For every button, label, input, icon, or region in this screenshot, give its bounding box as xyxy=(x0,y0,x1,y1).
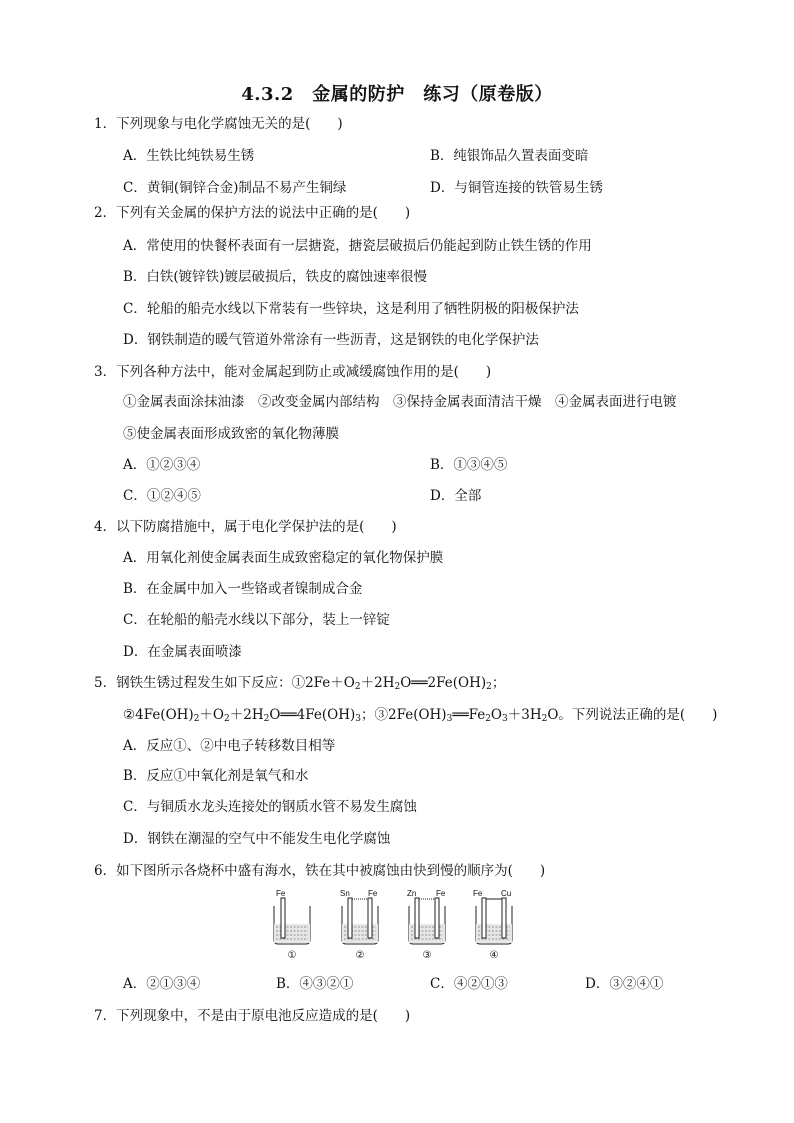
q6-option-d: D．③②④① xyxy=(585,976,664,992)
beaker-1 xyxy=(274,898,310,944)
number-4: ④ xyxy=(489,950,499,960)
label-fe-2: Fe xyxy=(368,889,378,898)
beaker-2 xyxy=(342,898,378,944)
question-7-stem: 7．下列现象中，不是由于原电池反应造成的是( ) xyxy=(94,1008,411,1024)
q5-option-c: C．与铜质水龙头连接处的钢质水管不易发生腐蚀 xyxy=(123,799,417,815)
q4-option-d: D．在金属表面喷漆 xyxy=(123,644,242,660)
question-6-stem: 6．如下图所示各烧杯中盛有海水，铁在其中被腐蚀由快到慢的顺序为( ) xyxy=(94,863,546,879)
q5-option-b: B．反应①中氧化剂是氧气和水 xyxy=(123,768,309,784)
label-zn: Zn xyxy=(407,889,417,898)
q6-option-b: B．④③②① xyxy=(276,976,354,992)
question-2-stem: 2．下列有关金属的保护方法的说法中正确的是( ) xyxy=(94,205,411,221)
q2-option-d: D．钢铁制造的暖气管道外常涂有一些沥青，这是钢铁的电化学保护法 xyxy=(123,332,539,348)
q1-option-d: D．与铜管连接的铁管易生锈 xyxy=(430,180,603,196)
q5-option-a: A．反应①、②中电子转移数目相等 xyxy=(123,738,336,754)
beakers-figure xyxy=(270,888,520,960)
q3-items-line-1: ①金属表面涂抹油漆 ②改变金属内部结构 ③保持金属表面清洁干燥 ④金属表面进行电镀 xyxy=(123,394,677,410)
label-cu: Cu xyxy=(501,889,512,898)
q1-option-b: B．纯银饰品久置表面变暗 xyxy=(430,148,589,164)
q3-option-d: D．全部 xyxy=(430,488,482,504)
q1-option-a: A．生铁比纯铁易生锈 xyxy=(123,148,255,164)
q3-option-a: A．①②③④ xyxy=(123,457,201,473)
label-fe-4: Fe xyxy=(473,889,483,898)
number-3: ③ xyxy=(422,950,432,960)
question-3-stem: 3．下列各种方法中，能对金属起到防止或减缓腐蚀作用的是( ) xyxy=(94,364,492,380)
q3-items-line-2: ⑤使金属表面形成致密的氧化物薄膜 xyxy=(123,426,339,442)
q2-option-c: C．轮船的船壳水线以下常装有一些锌块，这是利用了牺牲阴极的阳极保护法 xyxy=(123,301,579,317)
q5-option-d: D．钢铁在潮湿的空气中不能发生电化学腐蚀 xyxy=(123,831,391,847)
label-fe-3: Fe xyxy=(436,889,446,898)
beaker-4 xyxy=(476,898,512,944)
number-2: ② xyxy=(355,950,365,960)
beaker-3 xyxy=(409,898,445,944)
q4-option-b: B．在金属中加入一些铬或者镍制成合金 xyxy=(123,581,363,597)
q3-option-c: C．①②④⑤ xyxy=(123,488,201,504)
q4-option-a: A．用氧化剂使金属表面生成致密稳定的氧化物保护膜 xyxy=(123,550,444,566)
question-5-stem-line-2: $②4Fe(OH)_2+O_2+2H_2O══4Fe(OH)_3$；$③2Fe(OH)_3══Fe_2O_3+3H_2O$。下列说法正确的是( ) xyxy=(123,707,718,724)
q2-option-b: B．白铁(镀锌铁)镀层破损后，铁皮的腐蚀速率很慢 xyxy=(123,269,427,285)
label-sn: Sn xyxy=(340,889,350,898)
question-1-stem: 1．下列现象与电化学腐蚀无关的是( ) xyxy=(94,116,343,132)
number-1: ① xyxy=(287,950,297,960)
question-4-stem: 4．以下防腐措施中，属于电化学保护法的是( ) xyxy=(94,519,397,535)
label-fe-1: Fe xyxy=(276,889,286,898)
q3-option-b: B．①③④⑤ xyxy=(430,457,508,473)
question-5-stem-line-1: 5．钢铁生锈过程发生如下反应：$①2Fe+O_2+2H_2O══2Fe(OH)_2$； xyxy=(94,675,506,692)
q4-option-c: C．在轮船的船壳水线以下部分，装上一锌锭 xyxy=(123,612,390,628)
q2-option-a: A．常使用的快餐杯表面有一层搪瓷，搪瓷层破损后仍能起到防止铁生锈的作用 xyxy=(123,238,592,254)
q6-option-a: A．②①③④ xyxy=(123,976,201,992)
q1-option-c: C．黄铜(铜锌合金)制品不易产生铜绿 xyxy=(123,180,347,196)
q6-option-c: C．④②①③ xyxy=(430,976,508,992)
page-title: 4.3.2 金属的防护 练习（原卷版） xyxy=(241,84,553,105)
